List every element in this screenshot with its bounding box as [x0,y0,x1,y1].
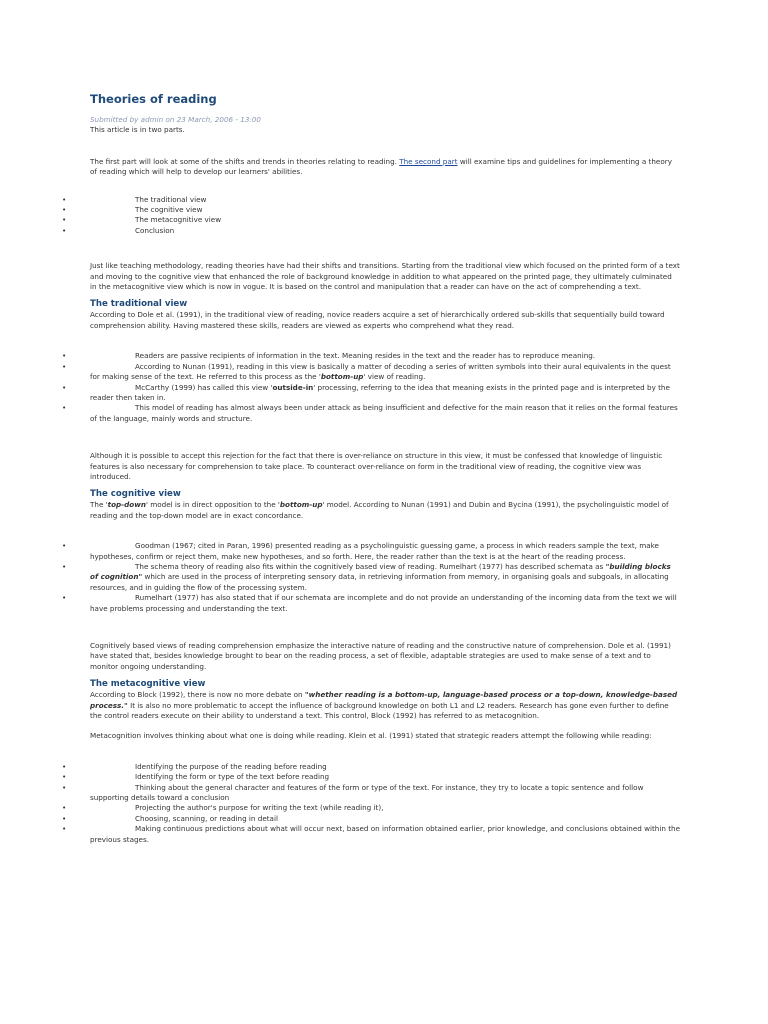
parts-note: This article is in two parts. [90,125,185,135]
list-item: • Rumelhart (1977) has also stated that if our schemata are incomplete and do not provide an understanding of the incoming data from the text we will have problems processing and understanding the text. [90,593,680,614]
toc-item-traditional[interactable]: • The traditional view [90,195,680,205]
article-content [90,92,680,845]
toc-item-conclusion[interactable]: • Conclusion [90,226,680,236]
metacognitive-view-heading: The metacognitive view [90,679,206,690]
traditional-view-heading: The traditional view [90,299,188,310]
list-item: • This model of reading has almost always been under attack as being insufficient and defective for the main reason that it relies on the formal features of the language, mainly words and structure. [90,403,680,424]
strategies-list [90,762,680,845]
toc-item-metacognitive[interactable]: • The metacognitive view [90,215,680,225]
metacognitive-intro: According to Block (1992), there is now no more debate on "whether reading is a bottom-up, language-based process or a top-down, knowledge-based process." It is also no more problematic to accept the influence of background knowledge on both L1 and L2 readers. Research has gone even further to define the control readers execute on their ability to understand a text. This control, Block (1992) has referred to as metacognition. [90,690,678,721]
list-item: • The schema theory of reading also fits within the cognitively based view of reading. Rumelhart (1977) has described schemata as "building blocks of cognition" which are used in the process of interpreting sensory data, in retrieving information from memory, in organising goals and subgoals, in allocating resources, and in guiding the flow of the processing system. [90,562,680,593]
overview-paragraph: Just like teaching methodology, reading theories have had their shifts and transitions. Starting from the traditional view which focused on the printed form of a text and moving to the cognitive view that enhanced the role of background knowledge in addition to what appeared on the printed page, they ultimately culminated in the metacognitive view which is now in vogue. It is based on the control and manipulation that a reader can have on the act of comprehending a text. [90,261,680,292]
intro-paragraph: The first part will look at some of the shifts and trends in theories relating to reading. The second part will examine tips and guidelines for implementing a theory of reading which will help to develop our learners' abilities. [90,156,672,177]
article-title: Theories of reading [90,92,217,106]
metacognitive-para2: Metacognition involves thinking about what one is doing while reading. Klein et al. (1991) stated that strategic readers attempt the following while reading: [90,731,652,741]
list-item: • Choosing, scanning, or reading in detail [90,814,680,824]
list-item: • Projecting the author's purpose for writing the text (while reading it), [90,803,680,813]
list-item: • Making continuous predictions about what will occur next, based on information obtained earlier, prior knowledge, and conclusions obtained within the previous stages. [90,824,680,845]
toc-item-cognitive[interactable]: • The cognitive view [90,205,680,215]
traditional-intro: According to Dole et al. (1991), in the traditional view of reading, novice readers acquire a set of hierarchically ordered sub-skills that sequentially build toward comprehension ability. Having mastered these skills, readers are viewed as experts who comprehend what they read. [90,310,665,330]
list-item: • Goodman (1967; cited in Paran, 1996) presented reading as a psycholinguistic guessing game, a process in which readers sample the text, make hypotheses, confirm or reject them, make new hypotheses, and so forth. Here, the reader rather than the text is at the heart of the reading process. [90,541,680,562]
list-item: • Identifying the purpose of the reading before reading [90,762,680,772]
traditional-closing: Although it is possible to accept this rejection for the fact that there is over-reliance on structure in this view, it must be confessed that knowledge of linguistic features is also necessary for comprehension to take place. To counteract over-reliance on form in the traditional view of reading, the cognitive view was introduced. [90,451,663,481]
list-item: • Identifying the form or type of the text before reading [90,772,680,782]
cognitive-view-heading: The cognitive view [90,489,181,500]
table-of-contents [90,195,680,237]
list-item: • Readers are passive recipients of information in the text. Meaning resides in the text and the reader has to reproduce meaning. [90,351,680,361]
second-part-link[interactable]: The second part [399,156,458,166]
list-item: • According to Nunan (1991), reading in this view is basically a matter of decoding a series of written symbols into their aural equivalents in the quest for making sense of the text. He referred to this process as the 'bottom-up' view of reading. [90,362,680,383]
list-item: • Thinking about the general character and features of the form or type of the text. For instance, they try to locate a topic sentence and follow supporting details toward a conclusion [90,783,680,804]
cognitive-list [90,541,680,614]
traditional-list [90,351,680,424]
cognitive-closing: Cognitively based views of reading comprehension emphasize the interactive nature of reading and the constructive nature of comprehension. Dole et al. (1991) have stated that, besides knowledge brought to bear on the reading process, a set of flexible, adaptable strategies are used to make sense of a text and to monitor ongoing understanding. [90,641,671,671]
submitted-line: Submitted by admin on 23 March, 2006 - 13:00 [90,115,261,124]
list-item: • McCarthy (1999) has called this view 'outside-in' processing, referring to the idea that meaning exists in the printed page and is interpreted by the reader then taken in. [90,383,680,404]
cognitive-intro: The 'top-down' model is in direct opposition to the 'bottom-up' model. According to Nunan (1991) and Dubin and Bycina (1991), the psycholinguistic model of reading and the top-down model are in exact concordance. [90,500,669,520]
